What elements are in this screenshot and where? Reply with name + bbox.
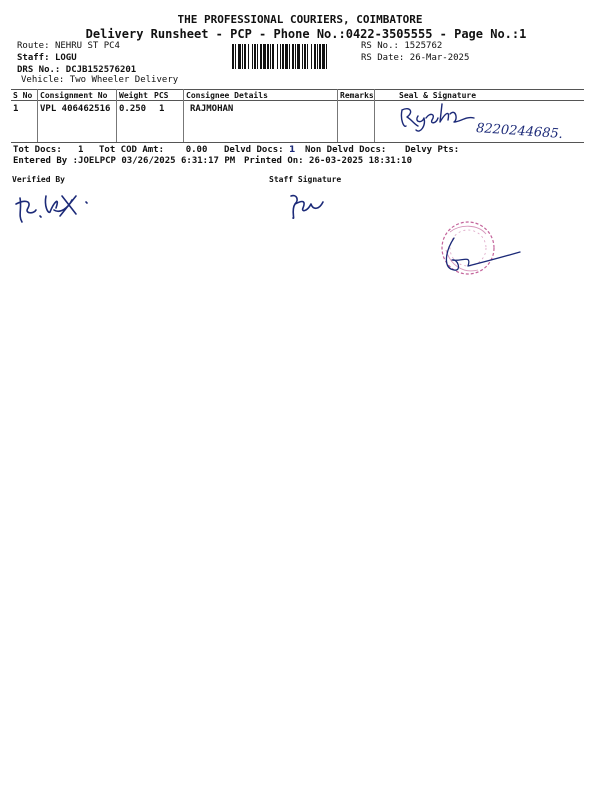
tot-docs-label: Tot Docs:	[13, 145, 62, 155]
col-header-sno: S No	[13, 91, 33, 100]
company-title: THE PROFESSIONAL COURIERS, COIMBATORE	[177, 13, 423, 26]
delvy-pts	[405, 145, 459, 155]
table-top-rule	[11, 89, 584, 90]
stamp-mark	[432, 214, 528, 280]
non-delvd-docs-label: Non Delvd Docs:	[305, 145, 387, 155]
col-header-seal: Seal & Signature	[399, 91, 477, 100]
printed-on-label: Printed On:	[244, 156, 304, 166]
verified-by-label: Verified By	[12, 175, 65, 184]
verifier-signature	[14, 186, 94, 228]
vehicle-line	[21, 75, 178, 85]
tot-docs	[13, 145, 83, 155]
col-header-remarks: Remarks	[340, 91, 374, 100]
drs-label: DRS No.:	[17, 65, 61, 75]
rs-date-value: 26-Mar-2025	[409, 53, 470, 63]
col-divider	[337, 89, 338, 142]
tot-docs-value: 1	[78, 145, 84, 155]
tot-cod-label: Tot COD Amt:	[99, 145, 165, 155]
staff-label: Staff:	[17, 53, 50, 63]
col-divider	[374, 89, 375, 142]
col-divider	[116, 89, 117, 142]
printed-on-value: 26-03-2025 18:31:10	[309, 156, 412, 166]
table-header-rule	[11, 100, 584, 101]
drs-value: DCJB152576201	[65, 65, 137, 75]
col-divider	[183, 89, 184, 142]
entered-by-value: JOELPCP 03/26/2025 6:31:17 PM	[78, 156, 236, 166]
rs-no-value: 1525762	[404, 41, 443, 51]
rs-date-line	[361, 53, 469, 63]
row-weight: 0.250	[119, 104, 147, 114]
barcode-image	[232, 44, 353, 69]
staff-line	[17, 53, 77, 63]
col-header-weight: Weight	[119, 91, 148, 100]
entered-by	[13, 156, 235, 166]
row-consignment: VPL 406462516	[40, 104, 111, 114]
row-sno: 1	[13, 104, 19, 114]
delvd-docs-label: Delvd Docs:	[224, 145, 284, 155]
staff-signature	[285, 186, 331, 224]
runsheet-subtitle: Delivery Runsheet - PCP - Phone No.:0422-3505555 - Page No.:1	[85, 27, 527, 41]
row-pcs: 1	[159, 104, 165, 114]
route-line	[17, 41, 120, 51]
table-bottom-rule	[11, 142, 584, 143]
delvd-docs	[224, 145, 295, 155]
receiver-signature	[396, 100, 482, 138]
tot-cod-value: 0.00	[185, 145, 208, 155]
rs-no-label: RS No.:	[361, 41, 399, 51]
non-delvd-docs	[305, 145, 386, 155]
delvd-docs-value: 1	[289, 145, 296, 155]
col-header-pcs: PCS	[154, 91, 169, 100]
row-consignee: RAJMOHAN	[190, 104, 234, 114]
staff-value: LOGU	[54, 53, 77, 63]
col-header-consignment: Consignment No	[40, 91, 108, 100]
route-label: Route:	[17, 41, 50, 51]
vehicle-label: Vehicle:	[21, 75, 65, 85]
col-divider	[37, 89, 38, 142]
route-value: NEHRU ST PC4	[54, 41, 120, 51]
printed-on	[244, 156, 412, 166]
col-header-consignee: Consignee Details	[186, 91, 268, 100]
tot-cod	[99, 145, 207, 155]
vehicle-value: Two Wheeler Delivery	[69, 75, 179, 85]
staff-signature-label: Staff Signature	[269, 175, 342, 184]
entered-by-label: Entered By :	[13, 156, 79, 166]
rs-no-line	[361, 41, 442, 51]
drs-line	[17, 65, 136, 75]
rs-date-label: RS Date:	[361, 53, 405, 63]
handwritten-phone: 8220244685.	[475, 120, 564, 143]
delvy-pts-label: Delvy Pts:	[405, 145, 460, 155]
